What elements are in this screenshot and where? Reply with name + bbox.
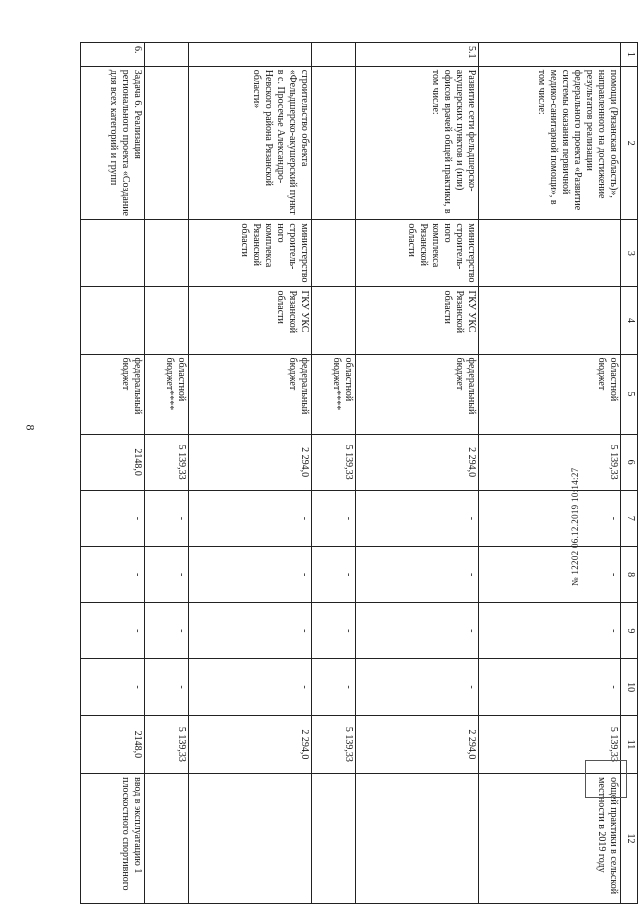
- cell: [144, 66, 188, 220]
- header-cell: 12: [621, 774, 638, 904]
- cell: областной бюджет****: [144, 354, 188, 434]
- cell: -: [478, 547, 620, 603]
- cell: федеральный бюджет: [81, 354, 145, 434]
- rotated-table-wrap: [80, 42, 638, 904]
- cell: -: [311, 603, 355, 659]
- cell: областной бюджет: [478, 354, 620, 434]
- cell: [355, 774, 478, 904]
- header-cell: 1: [621, 43, 638, 67]
- header-cell: 5: [621, 354, 638, 434]
- table-row: [355, 43, 478, 904]
- cell: -: [144, 603, 188, 659]
- cell: Задача 6. Реализация регионального проекта «Создание для всех категорий и групп: [81, 66, 145, 220]
- cell: строительство объекта «Фельдшерско-акушерский пункт в с. Просечье Александро-Невского района Рязанской области»: [189, 66, 312, 220]
- cell: -: [144, 490, 188, 546]
- cell: 5 139,33: [144, 715, 188, 773]
- cell: 2 294,0: [189, 715, 312, 773]
- cell: -: [355, 659, 478, 715]
- table-row: [189, 43, 312, 904]
- cell: [189, 774, 312, 904]
- cell: 2148,0: [81, 434, 145, 490]
- cell: общей практики в сельской местности в 2019 году: [478, 774, 620, 904]
- cell: 5 139,33: [311, 715, 355, 773]
- cell: -: [189, 547, 312, 603]
- cell: -: [311, 659, 355, 715]
- cell: -: [81, 490, 145, 546]
- cell: 5.1: [355, 43, 478, 67]
- header-cell: 10: [621, 659, 638, 715]
- cell: министерство строитель-ного комплекса Рязанской области: [189, 220, 312, 287]
- cell: 2 294,0: [355, 715, 478, 773]
- cell: ГКУ УКС Рязанской области: [355, 287, 478, 354]
- page-number: 8: [23, 424, 38, 431]
- cell: [478, 220, 620, 287]
- cell: ввод в эксплуатацию 1 плоскостного спортивного: [81, 774, 145, 904]
- cell: [144, 220, 188, 287]
- cell: 5 139,33: [478, 715, 620, 773]
- cell: -: [189, 659, 312, 715]
- cell: [81, 220, 145, 287]
- stamp-logo-icon: [585, 760, 627, 798]
- cell: -: [355, 547, 478, 603]
- table-row: [144, 43, 188, 904]
- document-stamp: № 12202 06.12.2019 10:14:27: [570, 467, 580, 586]
- cell: 5 139,33: [311, 434, 355, 490]
- cell: -: [81, 547, 145, 603]
- table-row: [311, 43, 355, 904]
- cell: [144, 287, 188, 354]
- table-row: [81, 43, 145, 904]
- cell: [144, 43, 188, 67]
- header-cell: 4: [621, 287, 638, 354]
- header-cell: 7: [621, 490, 638, 546]
- cell: [311, 287, 355, 354]
- header-cell: 11: [621, 715, 638, 773]
- cell: -: [81, 603, 145, 659]
- header-cell: 3: [621, 220, 638, 287]
- cell: [81, 287, 145, 354]
- cell: -: [311, 490, 355, 546]
- cell: -: [355, 490, 478, 546]
- cell: -: [189, 603, 312, 659]
- cell: федеральный бюджет: [189, 354, 312, 434]
- cell: -: [478, 603, 620, 659]
- cell: [311, 66, 355, 220]
- cell: федеральный бюджет: [355, 354, 478, 434]
- cell: -: [144, 659, 188, 715]
- header-cell: 9: [621, 603, 638, 659]
- header-cell: 6: [621, 434, 638, 490]
- cell: [144, 774, 188, 904]
- cell: помощи (Рязанская область)», направленного на достижение результатов реализации федерального проекта «Развитие системы оказания первичной медико-санитарной помощи», в том числе:: [478, 66, 620, 220]
- cell: -: [81, 659, 145, 715]
- cell: -: [311, 547, 355, 603]
- cell: 2 294,0: [189, 434, 312, 490]
- cell: -: [478, 659, 620, 715]
- cell: ГКУ УКС Рязанской области: [189, 287, 312, 354]
- header-cell: 8: [621, 547, 638, 603]
- cell: -: [189, 490, 312, 546]
- cell: министерство строитель-ного комплекса Рязанской области: [355, 220, 478, 287]
- cell: 5 139,33: [478, 434, 620, 490]
- cell: -: [144, 547, 188, 603]
- cell: 2 294,0: [355, 434, 478, 490]
- cell: -: [355, 603, 478, 659]
- budget-table: [80, 42, 638, 904]
- cell: [311, 43, 355, 67]
- cell: 6.: [81, 43, 145, 67]
- cell: Развитие сети фельдшерско-акушерских пунктов и (или) офисов врачей общей практики, в том числе:: [355, 66, 478, 220]
- cell: [311, 774, 355, 904]
- cell: [478, 43, 620, 67]
- cell: [478, 287, 620, 354]
- cell: 5 139,33: [144, 434, 188, 490]
- header-cell: 2: [621, 66, 638, 220]
- cell: 2148,0: [81, 715, 145, 773]
- cell: [189, 43, 312, 67]
- cell: областной бюджет****: [311, 354, 355, 434]
- cell: -: [478, 490, 620, 546]
- cell: [311, 220, 355, 287]
